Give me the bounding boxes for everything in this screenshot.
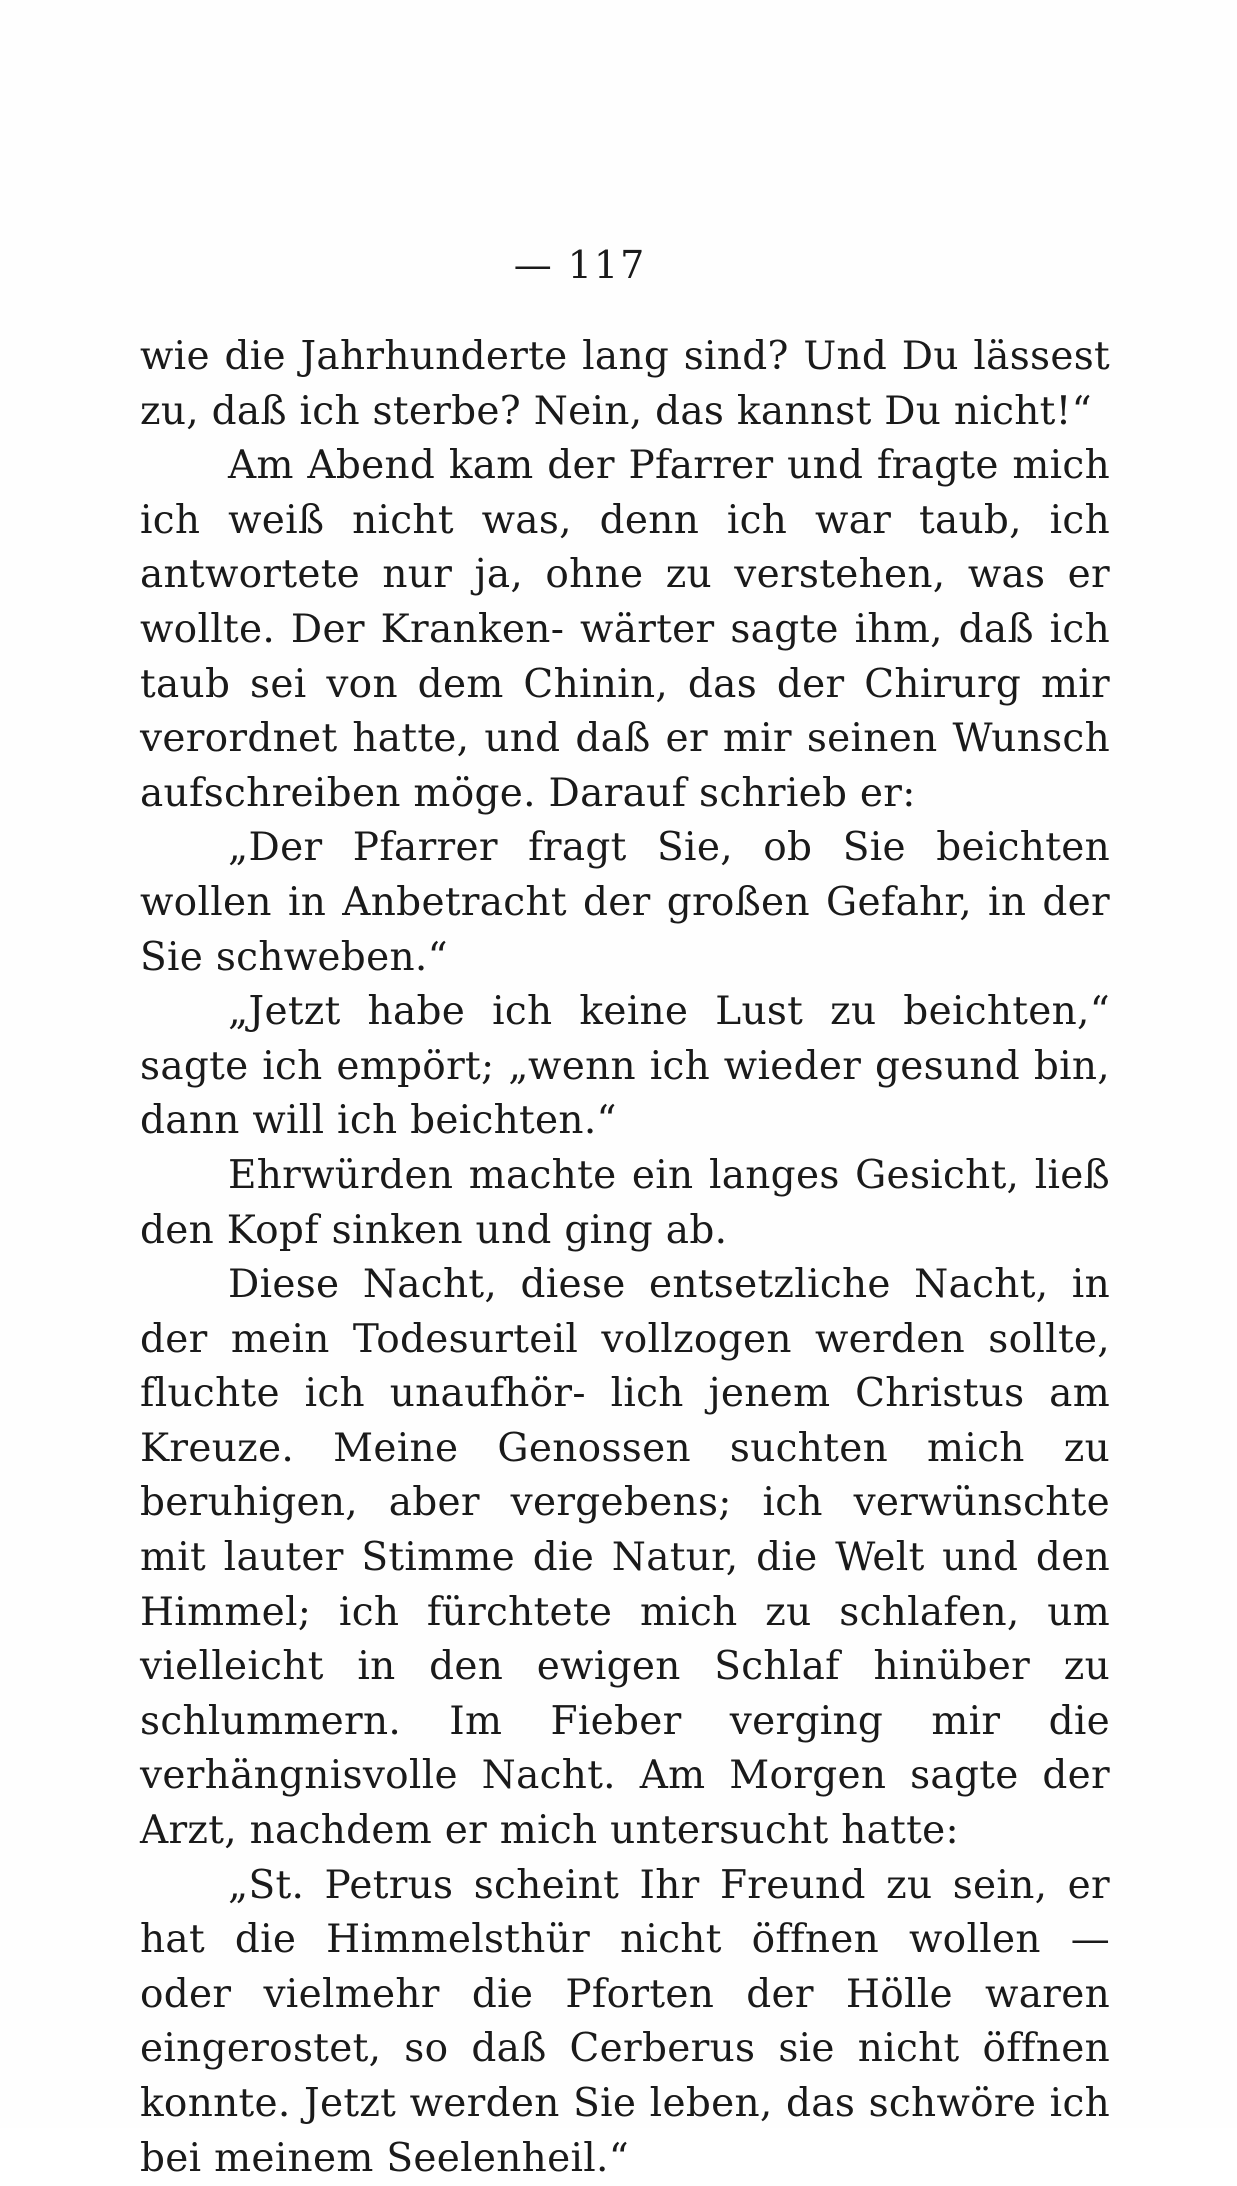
paragraph-doctor-quote: „St. Petrus scheint Ihr Freund zu sein, er hat die Himmelsthür nicht öffnen wollen — oder vielmehr die Pforten der Hölle waren eingerostet, so daß Cerberus sie nicht öffnen konnte. Jetzt werden Sie leben, das schwöre ich bei meinem Seelenheil.“	[140, 1862, 1110, 2181]
paragraph-night: Diese Nacht, diese entsetzliche Nacht, in der mein Todesurteil vollzogen werden sollte, fluchte ich unaufhör- lich jenem Christus am Kreuze. Meine Genossen suchten mich zu beruhigen, aber vergebens; ich verwünschte mit lauter Stimme die Natur, die Welt und den Himmel; ich fürchtete mich zu schlafen, um vielleicht in den ewigen Schlaf hinüber zu schlummern. Im Fieber verging mir die verhängnisvolle Nacht. Am Morgen sagte der Arzt, nachdem er mich untersucht hatte:	[140, 1262, 1110, 1854]
paragraph-pfarrer-question: „Der Pfarrer fragt Sie, ob Sie beichten wollen in Anbetracht der großen Gefahr, in der Sie schweben.“	[140, 825, 1110, 980]
paragraph-pfarrer-visit: Am Abend kam der Pfarrer und fragte mich ich weiß nicht was, denn ich war taub, ich antwortete nur ja, ohne zu verstehen, was er wollte. Der Kranken- wärter sagte ihm, daß ich taub sei von dem Chinin, das der Chirurg mir verordnet hatte, und daß er mir seinen Wunsch aufschreiben möge. Darauf schrieb er:	[140, 443, 1110, 816]
paragraph-ehrwuerden: Ehrwürden machte ein langes Gesicht, ließ den Kopf sinken und ging ab.	[140, 1152, 1110, 1253]
paragraph-reply: „Jetzt habe ich keine Lust zu beichten,“ sagte ich empört; „wenn ich wieder gesund bin, dann will ich beichten.“	[140, 989, 1110, 1144]
paragraph-continuation: wie die Jahrhunderte lang sind? Und Du lässest zu, daß ich sterbe? Nein, das kannst Du nicht!“	[140, 334, 1110, 434]
body-text	[140, 330, 1110, 2186]
page-number: — 117	[513, 243, 647, 287]
